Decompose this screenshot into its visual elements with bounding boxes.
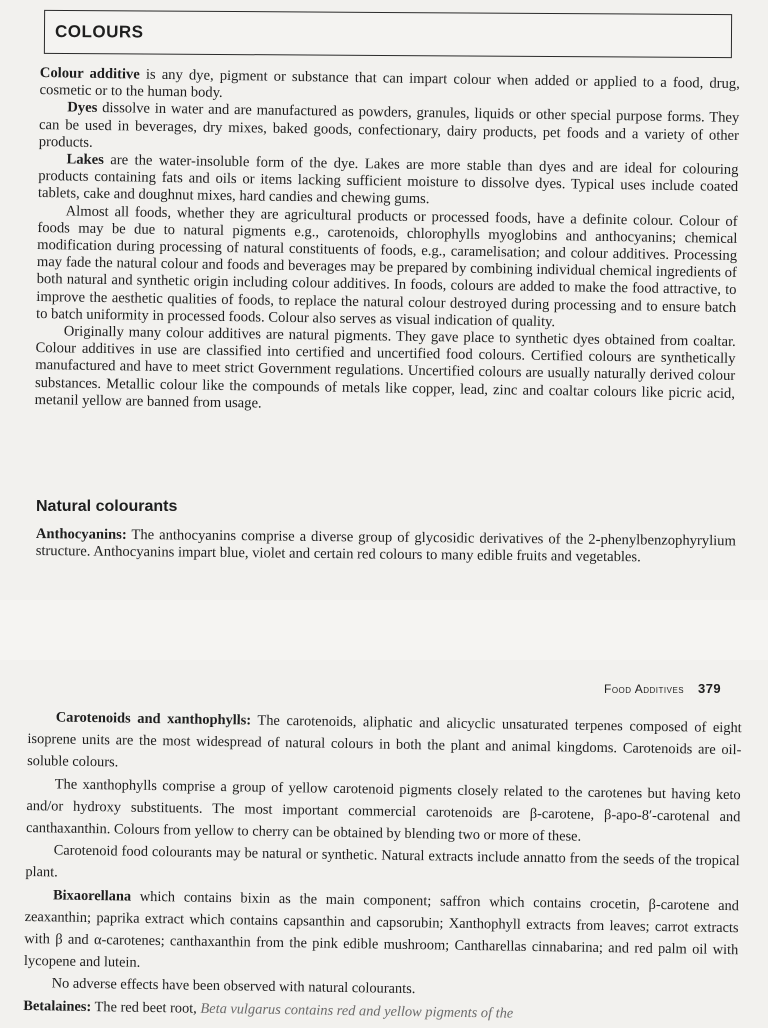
term-lakes: Lakes <box>66 151 104 169</box>
paragraph-text: The anthocyanins comprise a diverse group of glycosidic derivatives of the 2-phenylbenzophyrylium structure. Anthocyanins impart blue, violet and certain red colours to many edible fruits and vegetables. <box>35 526 736 566</box>
paragraph-text: The red beet root, <box>91 998 201 1017</box>
paragraph-history: Originally many colour additives are natural pigments. They gave place to synthetic dyes obtained from coaltar. Colour additives in use are classified into certified and uncertified food colours. Certified colours are synthetically manufactured and have to meet strict Government regulations. Uncertified colours are usually naturally derived colour substances. Metallic colour like the compounds of metals like copper, lead, zinc and coaltar colours like picric acid, metanil yellow are banned from usage. <box>34 323 736 412</box>
paragraph-anthocyanins <box>36 526 736 568</box>
term-betalaines: Betalaines: <box>23 997 92 1015</box>
paragraph-xanthophylls: The xanthophylls comprise a group of yellow carotenoid pigments closely related to the carotenes but having keto and/or hydroxy substituents. The most important commercial carotenoids are β-carotene, β-apo-8′-carotenal and canthaxanthin. Colours from yellow to cherry can be obtained by blending two or more of these. <box>25 776 741 845</box>
paragraph-bixaorellana <box>24 884 739 984</box>
paragraph-text: are the water-insoluble form of the dye. Lakes are more stable than dyes and are ideal for colouring products containing fats and oils or items lacking sufficient moisture to dissolve dyes. Typical uses include coated tablets, cake and doughnut mixes, hard candies and chewing gums. <box>37 152 739 208</box>
running-head <box>604 681 721 696</box>
natural-colourants-heading: Natural colourants <box>36 498 178 515</box>
paragraph-text: dissolve in water and are manufactured as powders, granules, liquids or other special purpose forms. They can be used in beverages, dry mixes, baked goods, confectionary, dairy products, pet foods and a variety of other products. <box>38 100 740 151</box>
carotenoids-text-block <box>23 706 742 1028</box>
term-anthocyanins: Anthocyanins: <box>35 526 127 543</box>
running-head-label: Food Additives <box>604 682 685 696</box>
paragraph-no-adverse-effects: No adverse effects have been observed with natural colourants. <box>51 975 416 998</box>
paragraph-text: which contains bixin as the main component; saffron which contains crocetin, β-carotene and zeaxanthin; paprika extract which contains capsanthin and capsorubin; Xanthophyll extracts from leaves; carrot extracts with β and α-carotenes; canthaxanthin from the pink edible mushroom; Cantharellas cinnabarina; and red palm oil with lycopene and lutein. <box>23 888 740 972</box>
section-heading-box <box>44 10 732 58</box>
term-carotenoids: Carotenoids and xanthophylls: <box>55 709 252 729</box>
paragraph-carotenoids <box>27 706 742 784</box>
page-number: 379 <box>697 681 722 696</box>
paragraph-text: The carotenoids, aliphatic and alicyclic unsaturated terpenes composed of eight isoprene units are the most widespread of natural colours in both the plant and animal kingdoms. Carotenoids are oil-soluble colours. <box>27 712 742 771</box>
page-gap <box>0 600 768 660</box>
paragraph-natural-extracts: Carotenoid food colourants may be natural or synthetic. Natural extracts include annatto from the seeds of the tropical plant. <box>25 842 740 881</box>
colours-text-block <box>35 65 740 420</box>
paragraph-text: is any dye, pigment or substance that can impart colour when added or applied to a food, drug, cosmetic or to the human body. <box>39 66 740 102</box>
anthocyanins-block <box>36 526 736 568</box>
section-heading: COLOURS <box>54 21 144 42</box>
term-dyes: Dyes <box>67 99 98 117</box>
term-colour-additive: Colour additive <box>39 65 140 83</box>
paragraph-text-cut-off: Beta vulgarus contains red and yellow pigments of the <box>200 1000 514 1022</box>
term-bixaorellana: Bixaorellana <box>52 887 132 905</box>
paragraph-food-colour: Almost all foods, whether they are agricultural products or processed foods, have a definite colour. Colour of foods may be due to natural pigments e.g., carotenoids, chlorophylls myoglobins and anthocyanins; chemical modification during processing of natural constituents of foods, e.g., caramelisation; and colour additives. Processing may fade the natural colour and foods and beverages may be prepared by combining individual chemical ingredients of both natural and synthetic origin including colour additives. In foods, colours are added to make the food attractive, to improve the aesthetic qualities of foods, to replace the natural colour destroyed during processing and to ensure batch to batch uniformity in processed foods. Colour also serves as visual indication of quality. <box>35 203 738 330</box>
